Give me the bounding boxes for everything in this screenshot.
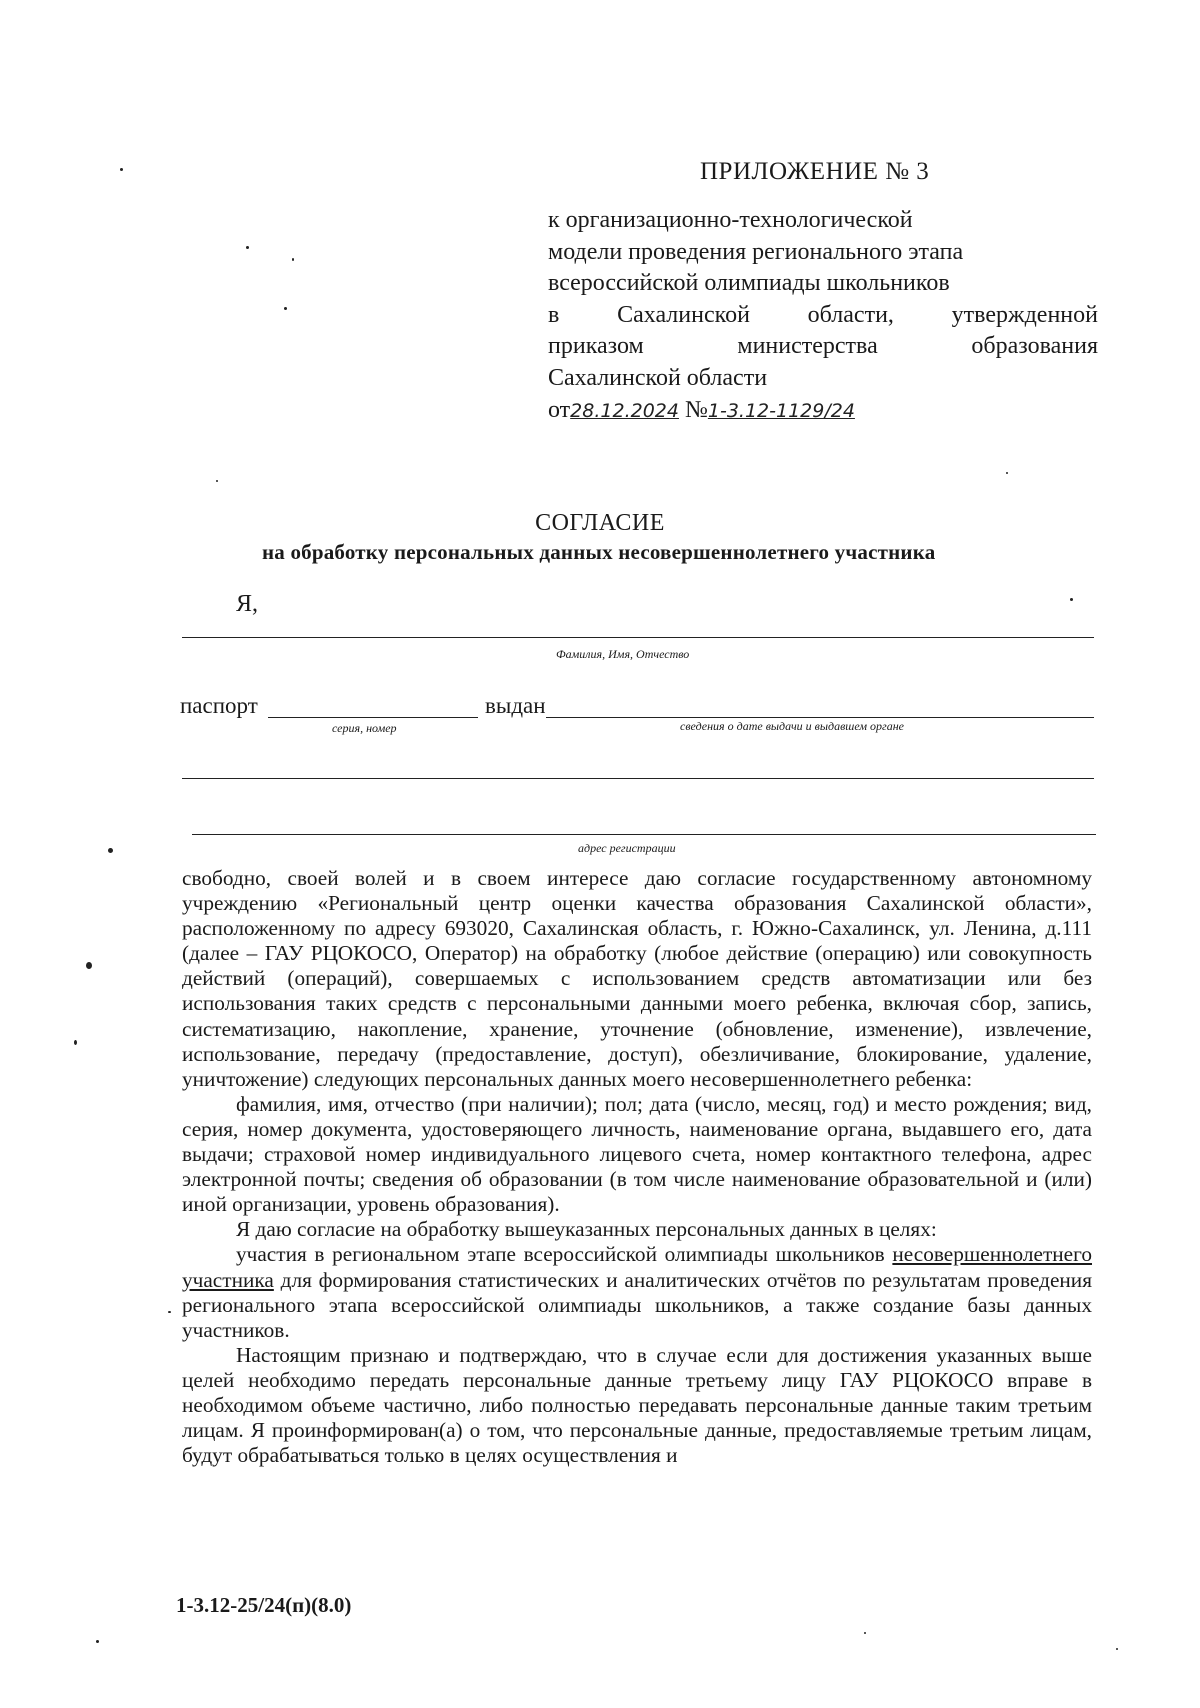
appendix-block: [548, 205, 1098, 427]
body-paragraph: [182, 1242, 1092, 1342]
appendix-line: Сахалинской области: [548, 364, 768, 391]
issue-caption: сведения о дате выдачи и выдавшем органе: [680, 719, 904, 733]
issued-line-2: [182, 778, 1094, 779]
scan-speck: [246, 246, 249, 249]
scan-speck: [1116, 1648, 1118, 1650]
fio-caption: Фамилия, Имя, Отчество: [556, 647, 690, 661]
number-prefix: №: [684, 396, 708, 423]
date-prefix: от: [548, 396, 571, 423]
scan-speck: [292, 258, 294, 261]
scan-speck: [284, 307, 287, 310]
appendix-date-line: [548, 395, 1098, 428]
appendix-title: ПРИЛОЖЕНИЕ № 3: [700, 158, 930, 185]
scan-speck: [864, 1632, 866, 1634]
body-paragraph: Я даю согласие на обработку вышеуказанных персональных данных в целях:: [236, 1217, 937, 1242]
appendix-line: модели проведения регионального этапа: [548, 238, 964, 265]
body-paragraph: фамилия, имя, отчество (при наличии); пол; дата (число, месяц, год) и место рождения; вид, серия, номер документа, удостоверяющего личность, наименование органа, выдавшего его, дата выдачи; страховой номер индивидуального лицевого счета, номер контактного телефона, адрес электронной почты; сведения об образовании (в том числе наименование образовательной и (или) иной организации, уровень образования).: [182, 1091, 1092, 1217]
passport-label: паспорт: [180, 693, 258, 718]
appendix-line: приказом министерства образования: [548, 333, 1098, 360]
appendix-line: в Сахалинской области, утвержденной: [548, 301, 1098, 328]
scan-speck: [108, 848, 113, 853]
issued-line: [546, 717, 1094, 718]
address-caption: адрес регистрации: [578, 841, 676, 855]
ya-label: Я,: [236, 591, 259, 617]
body-paragraph: Настоящим признаю и подтверждаю, что в случае если для достижения указанных выше целей необходимо передать персональные данные третьему лицу ГАУ РЦОКОСО вправе в необходимом объеме частично, либо полностью передавать персональные данные таким третьим лицам. Я проинформирован(а) о том, что персональные данные, предоставляемые третьим лицам, будут обрабатываться только в целях осуществления и: [182, 1342, 1092, 1468]
purpose-text-end: для формирования статистических и аналитических отчётов по результатам проведения регионального этапа всероссийской олимпиады школьников, а также создание базы данных участников.: [182, 1267, 1092, 1342]
consent-title: СОГЛАСИЕ: [535, 510, 665, 536]
scan-speck: [74, 1040, 77, 1045]
issued-label: выдан: [485, 693, 546, 718]
fio-line: [182, 637, 1094, 638]
scan-speck: [168, 1311, 171, 1313]
scan-speck: [1006, 472, 1008, 474]
scan-speck: [216, 480, 218, 482]
passport-line: [268, 717, 478, 718]
scan-speck: [1070, 598, 1073, 601]
consent-subtitle: на обработку персональных данных несовершеннолетнего участника: [262, 540, 936, 564]
consent-body: [182, 866, 1092, 1468]
scan-speck: [96, 1640, 99, 1643]
address-line: [192, 834, 1096, 835]
underlined-phrase: несовершеннолетнего участника: [182, 1242, 1092, 1292]
handwritten-date: 28.12.2024: [570, 399, 679, 422]
purpose-text: участия в региональном этапе всероссийской олимпиады школьников: [236, 1242, 885, 1267]
handwritten-order-number: 1-3.12-1129/24: [707, 399, 855, 422]
appendix-line: к организационно-технологической: [548, 207, 913, 233]
series-caption: серия, номер: [332, 721, 397, 735]
appendix-line: всероссийской олимпиады школьников: [548, 270, 950, 297]
document-code: 1-3.12-25/24(п)(8.0): [176, 1593, 352, 1617]
scan-speck: [86, 962, 92, 969]
scan-speck: [120, 168, 123, 171]
body-paragraph: свободно, своей волей и в своем интересе даю согласие государственному автономному учреждению «Региональный центр оценки качества образования Сахалинской области», расположенному по адресу 693020, Сахалинская область, г. Южно-Сахалинск, ул. Ленина, д.111 (далее – ГАУ РЦОКОСО, Оператор) на обработку (любое действие (операцию) или совокупность действий (операций), совершаемых с использованием средств автоматизации или без использования таких средств с персональными данными моего ребенка, включая сбор, запись, систематизацию, накопление, хранение, уточнение (обновление, изменение), извлечение, использование, передачу (предоставление, доступ), обезличивание, блокирование, удаление, уничтожение) следующих персональных данных моего несовершеннолетнего ребенка:: [182, 866, 1092, 1091]
